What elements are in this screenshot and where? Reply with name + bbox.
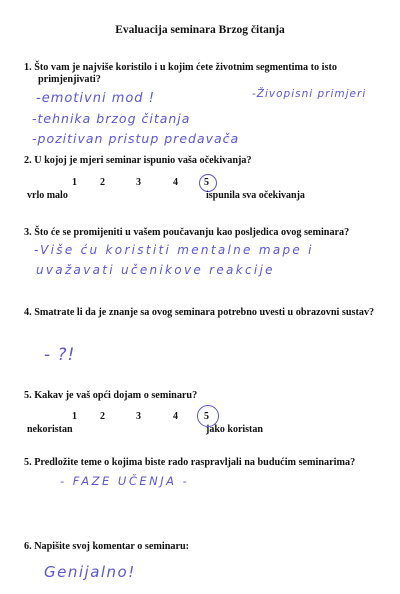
answer-1-line-2: -tehnika brzog čitanja xyxy=(32,111,191,126)
question-1-line-1: 1. Što vam je najviše koristilo i u kojim ćete životnim segmentima to isto xyxy=(24,62,337,73)
q5-scale-4: 4 xyxy=(173,411,178,422)
answer-1-line-3: -pozitivan pristup predavača xyxy=(32,131,240,146)
q5-low-label: nekoristan xyxy=(27,424,73,435)
answer-5b: - FAZE UČENJA - xyxy=(60,474,190,488)
q2-scale-3: 3 xyxy=(136,177,141,188)
answer-3-line-2: uvažavati učenikove reakcije xyxy=(36,263,275,277)
q2-scale-1: 1 xyxy=(72,177,77,188)
question-1-line-2: primjenjivati? xyxy=(38,74,101,85)
answer-1-line-1: -emotivni mod ! xyxy=(36,91,155,106)
question-3: 3. Što će se promijeniti u vašem poučavanju kao posljedica ovog seminara? xyxy=(24,227,350,238)
question-2: 2. U kojoj je mjeri seminar ispunio vaša očekivanja? xyxy=(24,155,252,166)
q2-scale-2: 2 xyxy=(100,177,105,188)
q2-scale-5: 5 xyxy=(204,177,209,188)
q2-high-label: ispunila sva očekivanja xyxy=(206,190,305,201)
q5-scale-5: 5 xyxy=(204,411,209,422)
q5-scale-3: 3 xyxy=(136,411,141,422)
question-5: 5. Kakav je vaš opći dojam o seminaru? xyxy=(24,390,198,401)
answer-3-line-1: -Više ću koristiti mentalne mape i xyxy=(34,243,314,257)
question-4: 4. Smatrate li da je znanje sa ovog seminara potrebno uvesti u obrazovni sustav? xyxy=(24,307,375,318)
q2-low-label: vrlo malo xyxy=(27,190,68,201)
answer-1-right: -Živopisni primjeri xyxy=(252,88,367,100)
q2-scale-4: 4 xyxy=(173,177,178,188)
question-6: 6. Napišite svoj komentar o seminaru: xyxy=(24,541,190,552)
answer-4: - ?! xyxy=(44,345,76,365)
q5-scale-2: 2 xyxy=(100,411,105,422)
q5-high-label: jako koristan xyxy=(206,424,263,435)
answer-6: Genijalno! xyxy=(44,563,136,581)
q5-scale-1: 1 xyxy=(72,411,77,422)
question-5b: 5. Predložite teme o kojima biste rado raspravljali na budućim seminarima? xyxy=(24,457,356,468)
form-title: Evaluacija seminara Brzog čitanja xyxy=(115,24,285,36)
